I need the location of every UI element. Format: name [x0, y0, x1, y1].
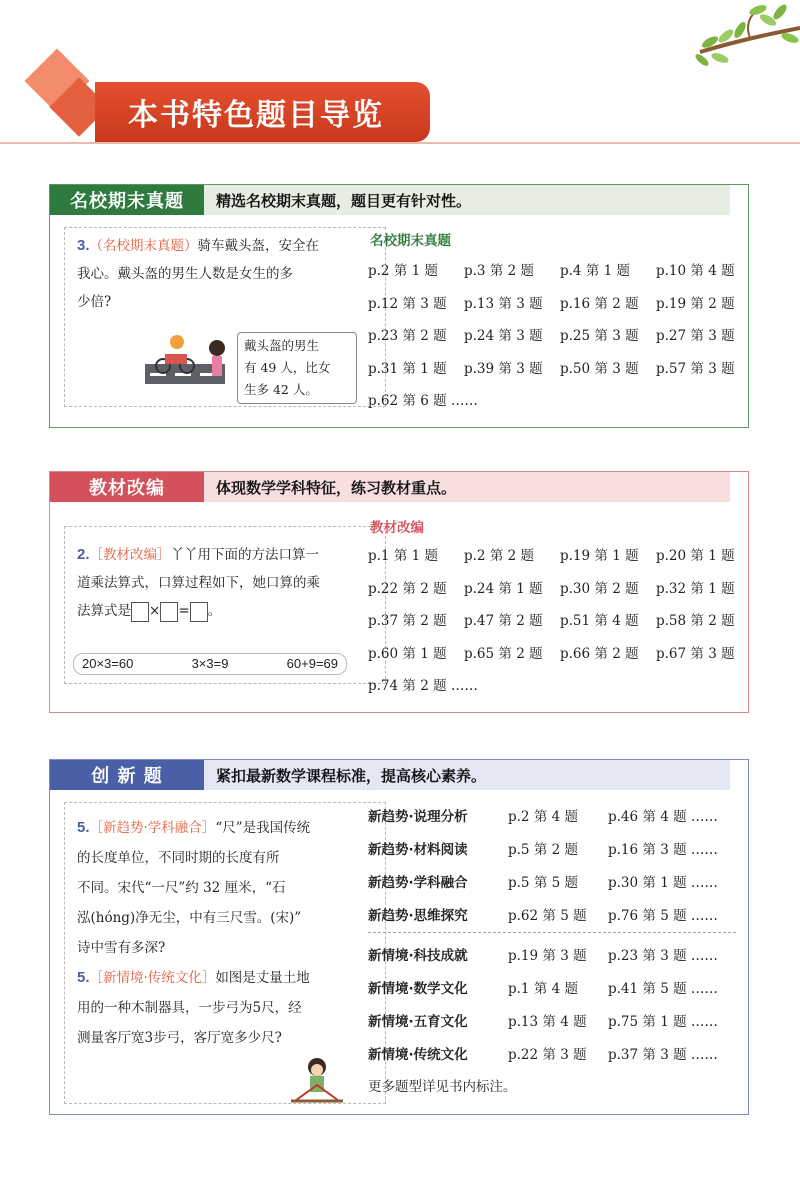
question-reference: p.57 第 3 题: [656, 360, 735, 377]
question-text: 道乘法算式，口算过程如下，她口算的乘: [77, 575, 320, 591]
reference-row: [368, 897, 736, 930]
category-label: 新趋势·说理分析: [368, 808, 468, 825]
question-reference: p.16 第 2 题: [560, 295, 639, 312]
question-reference: p.50 第 3 题: [560, 360, 639, 377]
category-label: 新情境·数学文化: [368, 980, 468, 997]
reference-row: [368, 383, 752, 416]
question-number: 5.: [77, 819, 90, 836]
question-number: 5.: [77, 969, 90, 986]
category-label: 新情境·传统文化: [368, 1046, 468, 1063]
section-innovation: [49, 759, 749, 1115]
question-reference: p.46 第 4 题 ……: [608, 808, 718, 825]
reference-row: [368, 636, 752, 669]
calc-step: 3×3=9: [191, 656, 229, 671]
category-label: 新趋势·材料阅读: [368, 841, 468, 858]
section-description: 体现数学学科特征，练习教材重点。: [216, 478, 457, 497]
question-text: 用的一种木制器具，一步弓为5尺，经: [77, 1000, 302, 1016]
section-description: 紧扣最新数学课程标准，提高核心素养。: [216, 766, 487, 785]
question-reference: p.19 第 3 题: [508, 947, 587, 964]
reference-row: [368, 253, 752, 286]
question-reference: p.31 第 1 题: [368, 360, 447, 377]
example-question-card: [64, 802, 386, 1104]
question-reference: p.22 第 2 题: [368, 580, 447, 597]
question-tag: ［新情境·传统文化］: [89, 970, 216, 986]
question-reference: p.23 第 3 题 ……: [608, 947, 718, 964]
reference-row: [368, 970, 736, 1003]
question-reference: p.67 第 3 题: [656, 645, 735, 662]
question-text: 少倍?: [77, 294, 112, 310]
section-tag: 创 新 题: [50, 760, 204, 790]
question-reference: p.5 第 5 题: [508, 874, 578, 891]
question-reference: p.62 第 6 题 ……: [368, 393, 478, 410]
question-reference: p.16 第 3 题 ……: [608, 841, 718, 858]
question-tag: ［教材改编］: [89, 547, 171, 563]
question-reference: p.23 第 2 题: [368, 328, 447, 345]
question-reference: p.65 第 2 题: [464, 645, 543, 662]
question-reference: p.30 第 1 题 ……: [608, 874, 718, 891]
question-text: 我心。戴头盔的男生人数是女生的多: [77, 266, 293, 282]
question-reference: p.76 第 5 题 ……: [608, 907, 718, 924]
example-question-card: [64, 526, 386, 684]
question-reference: p.66 第 2 题: [560, 645, 639, 662]
reference-row: [368, 937, 736, 970]
reference-row: [368, 668, 752, 701]
header-divider: [0, 142, 800, 144]
question-text: 法算式是: [77, 603, 131, 619]
question-reference: p.4 第 1 题: [560, 263, 630, 280]
question-reference: p.27 第 3 题: [656, 328, 735, 345]
question-reference: p.37 第 3 题 ……: [608, 1046, 718, 1063]
question-reference: p.37 第 2 题: [368, 613, 447, 630]
question-reference: p.19 第 1 题: [560, 548, 639, 565]
section-textbook-adapted: [49, 471, 749, 713]
question-text: 的长度单位，不同时期的长度有所: [77, 850, 280, 866]
category-label: 新情境·科技成就: [368, 947, 468, 964]
reference-row: [368, 571, 752, 604]
question-text: 如图是丈量土地: [215, 970, 310, 986]
question-reference: p.24 第 1 题: [464, 580, 543, 597]
question-reference: p.2 第 2 题: [464, 548, 534, 565]
reference-row: [368, 318, 752, 351]
list-title: 教材改编: [370, 520, 424, 536]
question-reference: p.3 第 2 题: [464, 263, 534, 280]
reference-row: [368, 1003, 736, 1036]
equals-sign: =: [178, 603, 190, 619]
question-text: 骑车戴头盔，安全在: [197, 238, 320, 254]
list-title: 名校期末真题: [370, 233, 451, 249]
reference-row: [368, 864, 736, 897]
question-reference: p.2 第 4 题: [508, 808, 578, 825]
speech-bubble: [237, 332, 357, 404]
reference-row: [368, 831, 736, 864]
question-reference-list: [368, 538, 752, 701]
section-description: 精选名校期末真题，题目更有针对性。: [216, 191, 472, 210]
calculation-steps: [73, 653, 347, 675]
question-reference: p.30 第 2 题: [560, 580, 639, 597]
times-sign: ×: [149, 603, 161, 619]
question-reference: p.2 第 1 题: [368, 263, 438, 280]
reference-row: [368, 603, 752, 636]
question-reference: p.60 第 1 题: [368, 645, 447, 662]
question-text: 丫丫用下面的方法口算一: [170, 547, 320, 563]
example-question-card: [64, 227, 386, 407]
question-text: 泓(hóng)净无尘，中有三尺雪。(宋)”: [77, 910, 302, 926]
bicycle-girl-illustration: [145, 328, 245, 388]
question-reference: p.12 第 3 题: [368, 295, 447, 312]
reference-row: [368, 351, 752, 384]
question-reference: p.25 第 3 题: [560, 328, 639, 345]
bubble-text: 有 49 人，比女: [244, 360, 331, 375]
period: 。: [207, 603, 222, 619]
branch-leaves-icon: [640, 0, 800, 70]
question-number: 3.: [77, 237, 90, 254]
category-label: 新情境·五育文化: [368, 1013, 468, 1030]
category-label: 新趋势·思维探究: [368, 907, 468, 924]
question-reference: p.75 第 1 题 ……: [608, 1013, 718, 1030]
innovation-reference-list: [368, 798, 736, 1095]
reference-row: [368, 1036, 736, 1069]
reference-row: [368, 538, 752, 571]
page-title: 本书特色题目导览: [128, 98, 384, 133]
question-reference: p.13 第 4 题: [508, 1013, 587, 1030]
measuring-tool-illustration: [287, 1055, 347, 1105]
question-reference-list: [368, 253, 752, 416]
question-reference: p.47 第 2 题: [464, 613, 543, 630]
question-reference: p.19 第 2 题: [656, 295, 735, 312]
question-reference: p.1 第 1 题: [368, 548, 438, 565]
question-number: 2.: [77, 546, 90, 563]
reference-row: [368, 798, 736, 831]
question-reference: p.39 第 3 题: [464, 360, 543, 377]
question-reference: p.24 第 3 题: [464, 328, 543, 345]
question-reference: p.62 第 5 题: [508, 907, 587, 924]
question-text: “尺”是我国传统: [215, 820, 311, 836]
answer-box: [160, 602, 178, 622]
question-reference: p.32 第 1 题: [656, 580, 735, 597]
bubble-text: 戴头盔的男生: [244, 338, 320, 353]
calc-step: 20×3=60: [82, 656, 134, 671]
footer-note: 更多题型详见书内标注。: [368, 1079, 517, 1095]
section-tag: 名校期末真题: [50, 185, 204, 215]
question-reference: p.20 第 1 题: [656, 548, 735, 565]
question-text: 诗中雪有多深?: [77, 940, 166, 956]
question-reference: p.1 第 4 题: [508, 980, 578, 997]
divider: [368, 932, 736, 933]
question-tag: （名校期末真题）: [89, 238, 198, 254]
question-reference: p.5 第 2 题: [508, 841, 578, 858]
question-reference: p.10 第 4 题: [656, 263, 735, 280]
category-label: 新趋势·学科融合: [368, 874, 468, 891]
reference-row: [368, 286, 752, 319]
question-tag: ［新趋势·学科融合］: [89, 820, 216, 836]
question-reference: p.22 第 3 题: [508, 1046, 587, 1063]
question-reference: p.58 第 2 题: [656, 613, 735, 630]
section-exam-questions: [49, 184, 749, 428]
answer-box: [131, 602, 149, 622]
question-text: 不同。宋代“一尺”约 32 厘米，“石: [77, 880, 286, 896]
question-reference: p.13 第 3 题: [464, 295, 543, 312]
section-tag: 教材改编: [50, 472, 204, 502]
question-reference: p.51 第 4 题: [560, 613, 639, 630]
bubble-text: 生多 42 人。: [244, 382, 318, 397]
answer-box: [190, 602, 208, 622]
question-reference: p.74 第 2 题 ……: [368, 678, 478, 695]
question-text: 测量客厅宽3步弓，客厅宽多少尺?: [77, 1030, 282, 1046]
question-reference: p.41 第 5 题 ……: [608, 980, 718, 997]
calc-step: 60+9=69: [286, 656, 338, 671]
